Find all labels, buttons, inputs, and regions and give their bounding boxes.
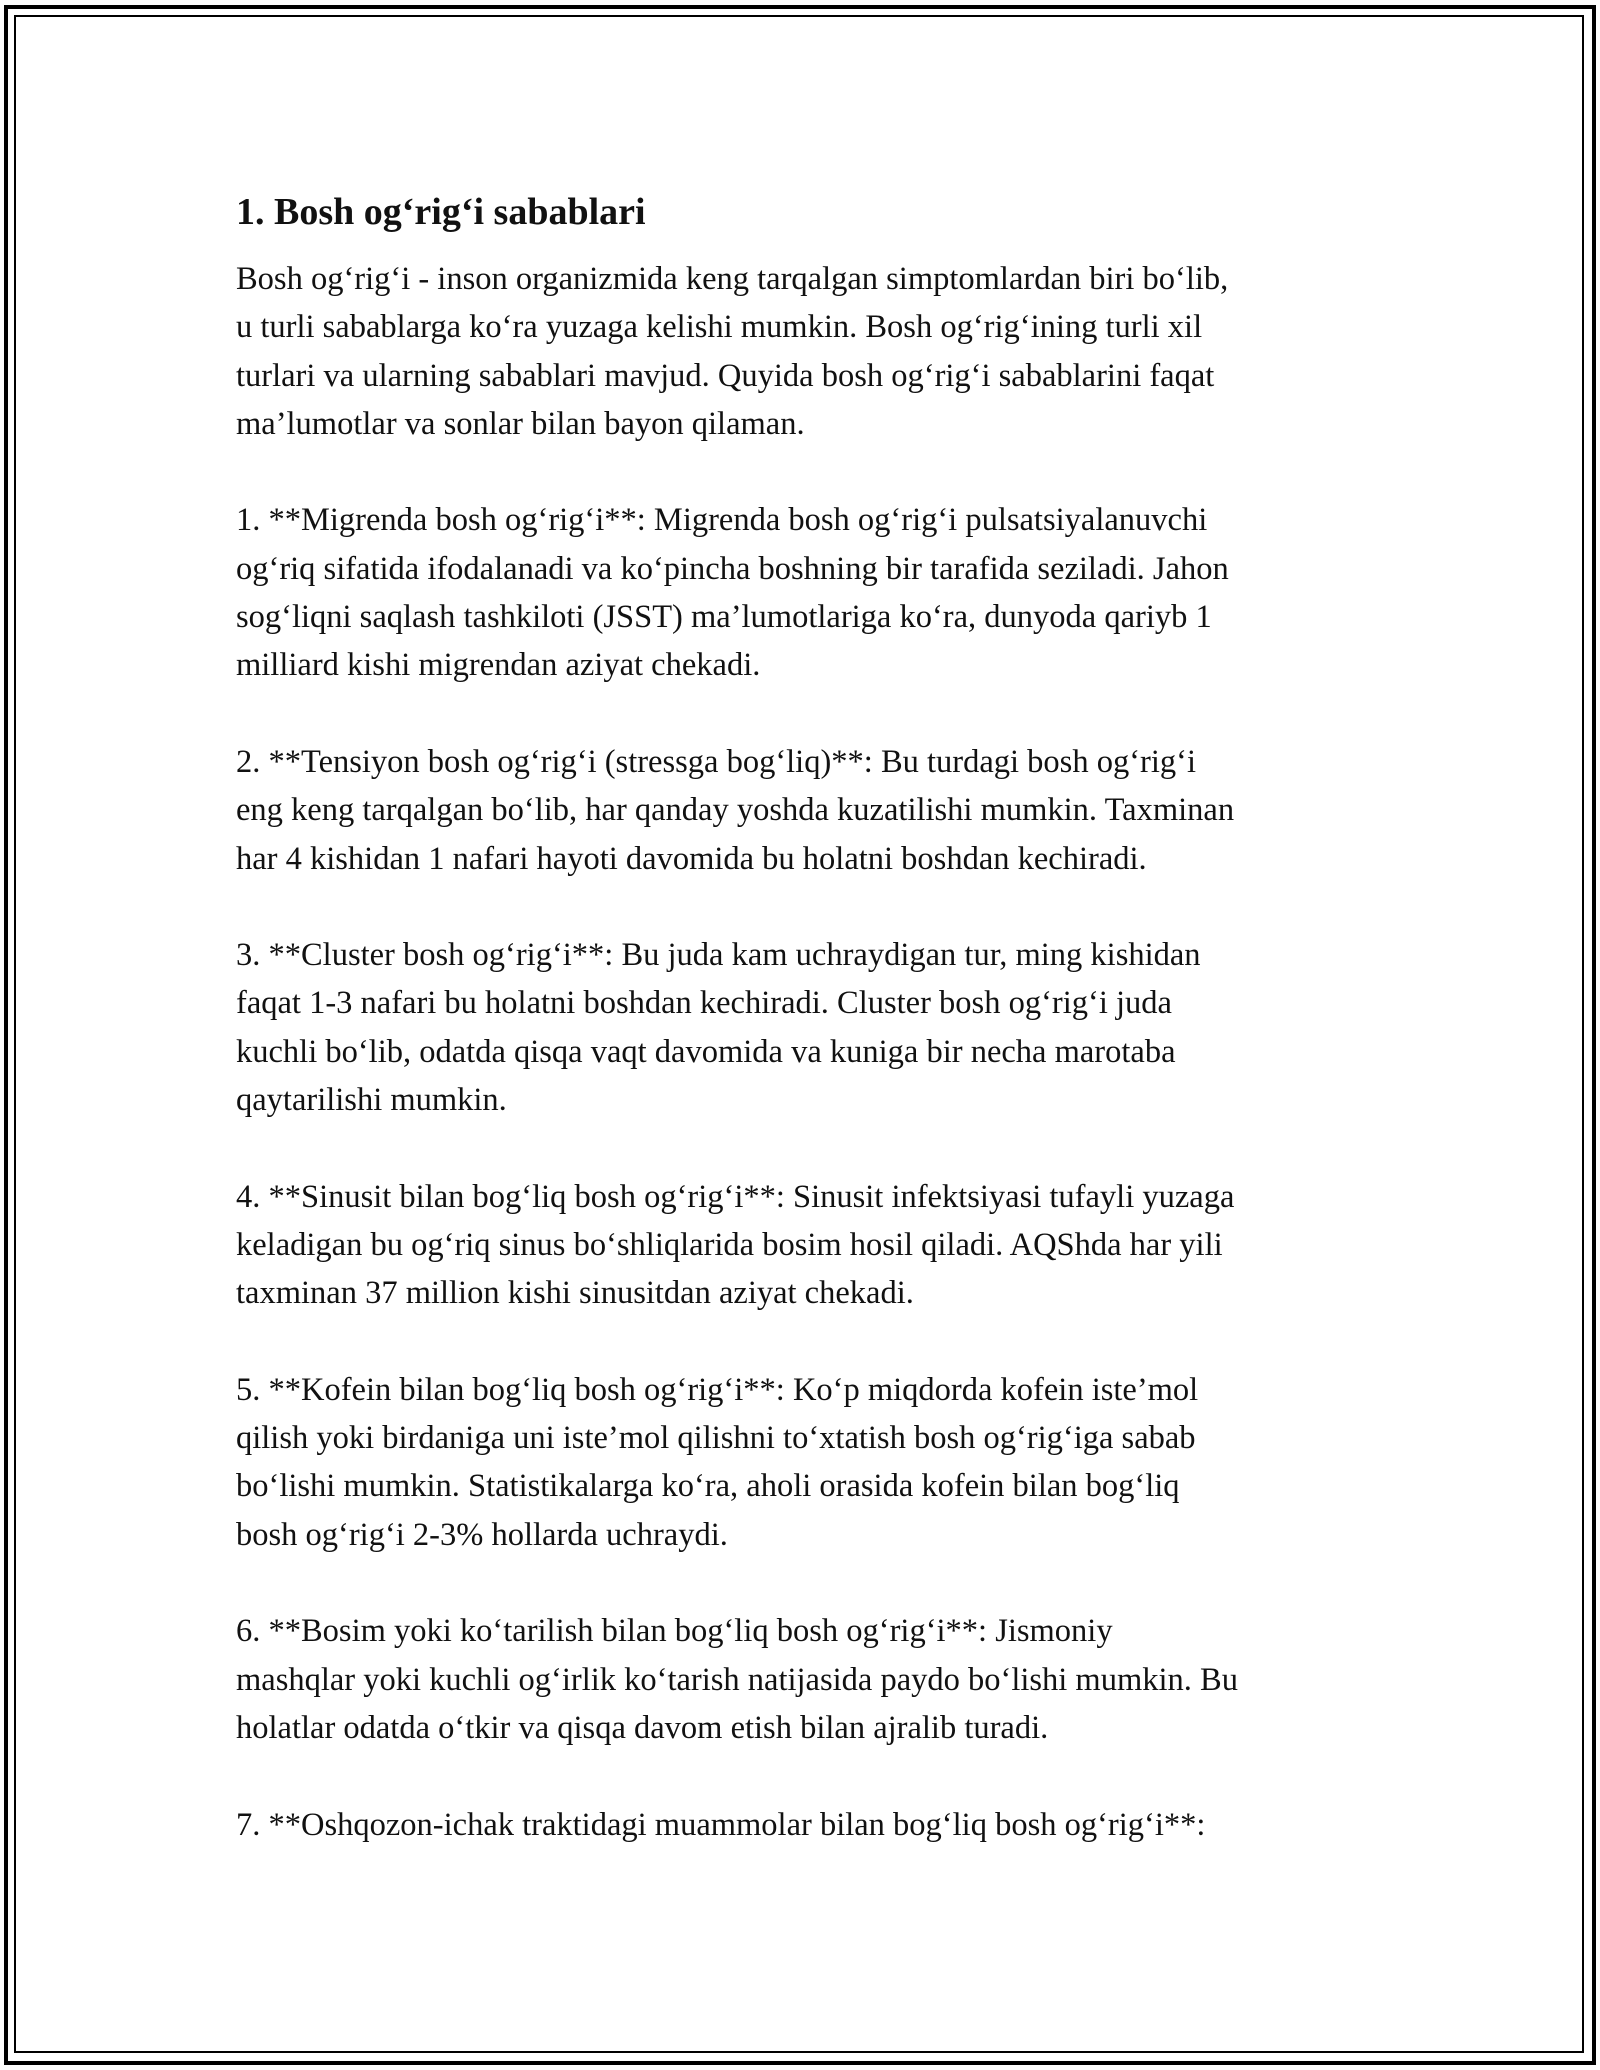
cause-exertion-paragraph: 6. **Bosim yoki ko‘tarilish bilan bog‘liq bosh og‘rig‘i**: Jismoniy mashqlar yoki kuchli og‘irlik ko‘tarish natijasida paydo bo‘lishi mumkin. Bu holatlar odatda o‘tkir va qisqa davom etish bilan ajralib turadi. <box>236 1613 1238 1746</box>
cause-tension-paragraph: 2. **Tensiyon bosh og‘rig‘i (stressga bog‘liq)**: Bu turdagi bosh og‘rig‘i eng keng tarqalgan bo‘lib, har qanday yoshda kuzatilishi mumkin. Taxminan har 4 kishidan 1 nafari hayoti davomida bu holatni boshdan kechiradi. <box>236 743 1235 877</box>
intro-paragraph: Bosh og‘rig‘i - inson organizmida keng tarqalgan simptomlardan biri bo‘lib, u turli sabablarga ko‘ra yuzaga kelishi mumkin. Bosh og‘rig‘ining turli xil turlari va ularning sabablari mavjud. Quyida bosh og‘rig‘i sabablarini faqat ma’lumotlar va sonlar bilan bayon qilaman. <box>236 261 1229 442</box>
cause-caffeine-paragraph: 5. **Kofein bilan bog‘liq bosh og‘rig‘i**: Ko‘p miqdorda kofein iste’mol qilish yoki birdaniga uni iste’mol qilishni to‘xtatish bosh og‘rig‘iga sabab bo‘lishi mumkin. Statistikalarga ko‘ra, aholi orasida kofein bilan bog‘liq bosh og‘rig‘i 2-3% hollarda uchraydi. <box>236 1371 1199 1553</box>
cause-sinusitis-paragraph: 4. **Sinusit bilan bog‘liq bosh og‘rig‘i**: Sinusit infektsiyasi tufayli yuzaga keladigan bu og‘riq sinus bo‘shliqlarida bosim hosil qiladi. AQShda har yili taxminan 37 million kishi sinusitdan aziyat chekadi. <box>236 1178 1235 1312</box>
cause-migraine-paragraph: 1. **Migrenda bosh og‘rig‘i**: Migrenda bosh og‘rig‘i pulsatsiyalanuvchi og‘riq sifatida ifodalanadi va ko‘pincha boshning bir tarafida seziladi. Jahon sog‘liqni saqlash tashkiloti (JSST) ma’lumotlariga ko‘ra, dunyoda qariyb 1 milliard kishi migrendan aziyat chekadi. <box>236 502 1229 684</box>
document-body <box>236 185 1376 1897</box>
cause-cluster-paragraph: 3. **Cluster bosh og‘rig‘i**: Bu juda kam uchraydigan tur, ming kishidan faqat 1-3 nafari bu holatni boshdan kechiradi. Cluster bosh og‘rig‘i juda kuchli bo‘lib, odatda qisqa vaqt davomida va kuniga bir necha marotaba qaytarilishi mumkin. <box>236 937 1201 1119</box>
cause-gastrointestinal-paragraph: 7. **Oshqozon-ichak traktidagi muammolar bilan bog‘liq bosh og‘rig‘i**: <box>236 1806 1206 1843</box>
document-title: 1. Bosh og‘rig‘i sabablari <box>236 191 646 233</box>
